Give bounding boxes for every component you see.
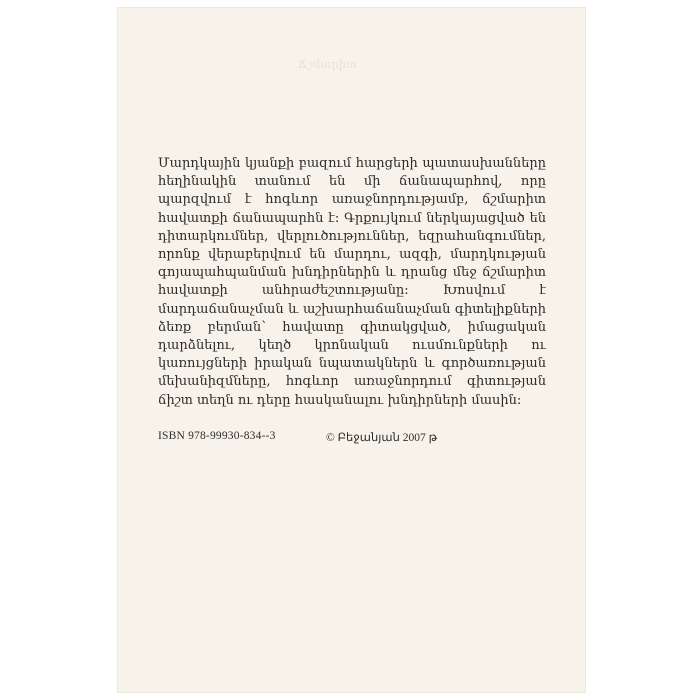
isbn-text: ISBN 978-99930-834--3 [158, 430, 276, 442]
faint-page-title: Ճշմարիտ [298, 58, 357, 71]
copyright-text: © Բեջանյան 2007 թ [326, 432, 438, 444]
description-paragraph: Մարդկային կյանքի բազում հարցերի պատասխանները հեղինակին տանում են մի ճանապարհով, որը պարզվում է հոգևոր առաջնորդությամբ, ճշմարիտ հավատքի ճանապարհն է։ Գրքույկում ներկայացված են դիտարկումներ, վերլուծություններ, եզրահանգումներ, որոնք վերաբերվում են մարդու, ազգի, մարդկության գոյապահպանման խնդիրներին և դրանց մեջ ճշմարիտ հավատքի անհրաժեշտությանը։ Խոսվում է մարդաճանաչման և աշխարհաճանաչման գիտելիքների ձեռք բերման՝ հավատը գիտակցված, իմացական դարձնելու, կեղծ կրոնական ուսմունքների ու կառույցների իրական նպատակներն և գործառության մեխանիզմները, հոգևոր առաջնորդում գիտության ճիշտ տեղն ու դերը հասկանալու խնդիրների մասին։ [158, 156, 546, 408]
